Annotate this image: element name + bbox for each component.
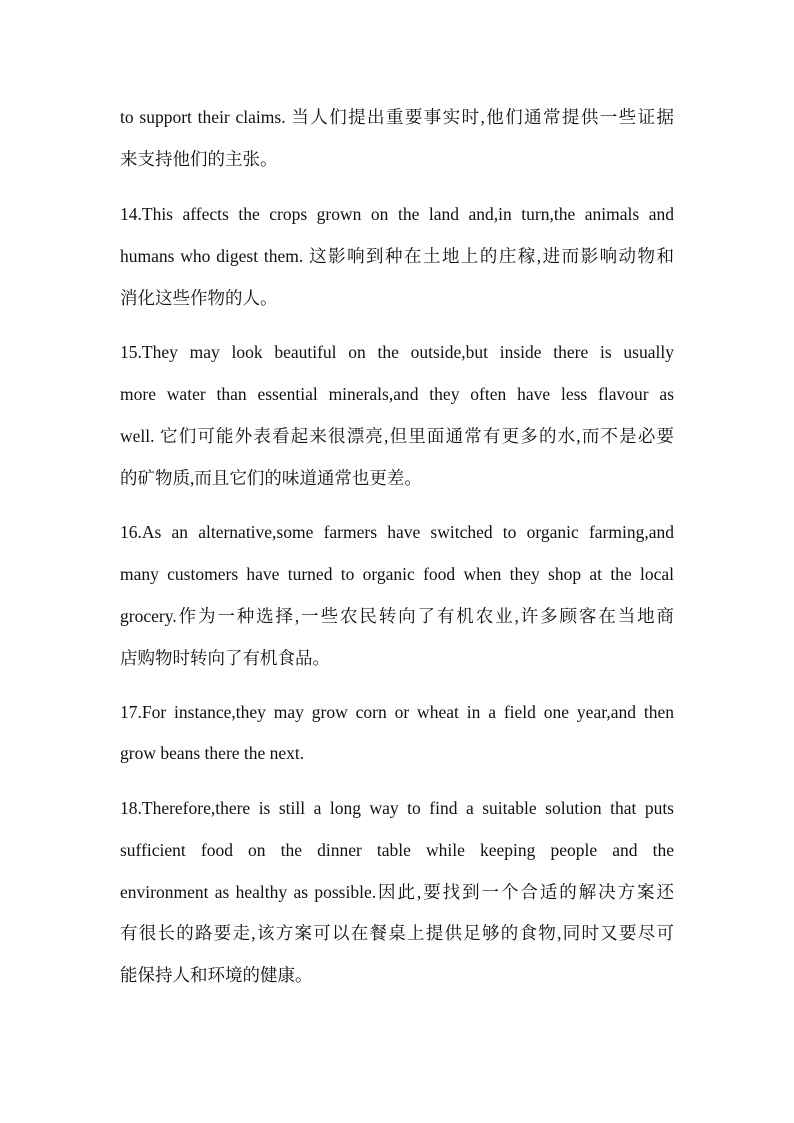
paragraph-line: grow beans there the next. bbox=[120, 743, 305, 763]
paragraph-line: more water than essential minerals,and they often have less flavour as bbox=[120, 384, 674, 404]
paragraph-line: sufficient food on the dinner table while keeping people and the bbox=[120, 840, 674, 860]
paragraph-line: 15.They may look beautiful on the outside,but inside there is usually bbox=[120, 342, 674, 362]
paragraph-line: grocery.作为一种选择,一些农民转向了有机农业,许多顾客在当地商 bbox=[120, 606, 674, 626]
paragraph-line: 14.This affects the crops grown on the land and,in turn,the animals and bbox=[120, 204, 674, 224]
paragraph-line: 的矿物质,而且它们的味道通常也更差。 bbox=[120, 468, 422, 488]
paragraph-line: 店购物时转向了有机食品。 bbox=[120, 648, 330, 668]
paragraph-line: humans who digest them. 这影响到种在土地上的庄稼,进而影响动物和 bbox=[120, 246, 674, 266]
paragraph-line: 16.As an alternative,some farmers have switched to organic farming,and bbox=[120, 522, 674, 542]
paragraph-line: well. 它们可能外表看起来很漂亮,但里面通常有更多的水,而不是必要 bbox=[120, 426, 674, 446]
paragraph-line: 消化这些作物的人。 bbox=[120, 288, 278, 308]
paragraph-line: 来支持他们的主张。 bbox=[120, 149, 278, 169]
paragraph-line: 18.Therefore,there is still a long way to find a suitable solution that puts bbox=[120, 798, 674, 818]
paragraph-line: environment as healthy as possible.因此,要找到一个合适的解决方案还 bbox=[120, 882, 674, 902]
paragraph-line: to support their claims. 当人们提出重要事实时,他们通常提供一些证据 bbox=[120, 107, 674, 127]
paragraph-line: 能保持人和环境的健康。 bbox=[120, 965, 313, 985]
paragraph-line: many customers have turned to organic food when they shop at the local bbox=[120, 564, 674, 584]
paragraph-line: 17.For instance,they may grow corn or wheat in a field one year,and then bbox=[120, 702, 674, 722]
paragraph-line: 有很长的路要走,该方案可以在餐桌上提供足够的食物,同时又要尽可 bbox=[120, 923, 674, 943]
